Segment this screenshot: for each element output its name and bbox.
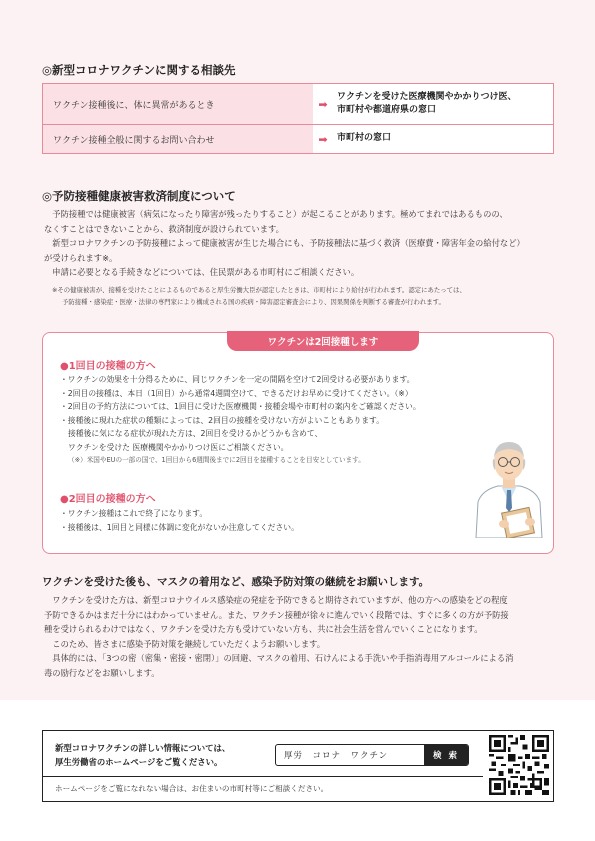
prevention-title: ワクチンを受けた後も、マスクの着用など、感染予防対策の継続をお願いします。 bbox=[42, 576, 430, 588]
list-item: ・ワクチン接種はこれで終了になります。 bbox=[60, 509, 208, 518]
relief-note-line: ※その健康被害が、接種を受けたことによるものであると厚生労働大臣が認定したときは、市町村により給付が行われます。認定にあたっては、 bbox=[52, 286, 466, 294]
info-note: ホームページをご覧になれない場合は、お住まいの市町村等にご相談ください。 bbox=[55, 784, 329, 793]
first-dose-list bbox=[60, 373, 490, 468]
list-item: ・接種後に現れた症状の種類によっては、2回目の接種を受けない方がよいこともあります。 bbox=[60, 415, 385, 425]
relief-body bbox=[44, 207, 556, 280]
list-item: ・接種後は、1回目と同様に体調に変化がないか注意してください。 bbox=[60, 522, 299, 532]
consult-title: ◎新型コロナワクチンに関する相談先 bbox=[42, 63, 236, 77]
relief-note bbox=[52, 285, 557, 308]
relief-title: ◎予防接種健康被害救済制度について bbox=[42, 189, 236, 203]
consult-table bbox=[42, 83, 554, 154]
prevention-line: ワクチンを受けた方は、新型コロナウイルス感染症の発症を予防できると期待されていますが、他の方への感染をどの程度 bbox=[44, 595, 508, 605]
search-input[interactable]: 厚労 コロナ ワクチン bbox=[284, 751, 389, 761]
prevention-line: 種を受けられるわけではなく、ワクチンを受けた方も受けていない方も、共に社会生活を営んでいくことになります。 bbox=[44, 624, 483, 635]
qr-code-icon[interactable] bbox=[489, 735, 549, 795]
search-button[interactable]: 検 索 bbox=[424, 745, 468, 765]
prevention-body bbox=[44, 593, 559, 681]
info-text bbox=[55, 741, 230, 769]
prevention-line: 毒の励行などをお願いします。 bbox=[44, 667, 160, 678]
list-item: ・2回目の予約方法については、1回目に受けた医療機関・接種会場や市町村の案内をご確認ください。 bbox=[60, 402, 421, 411]
list-item: ・ワクチンの効果を十分得るために、同じワクチンを一定の間隔を空けて2回受ける必要があります。 bbox=[60, 375, 415, 384]
divider bbox=[43, 776, 483, 777]
relief-line: 予防接種では健康被害（病気になったり障害が残ったりすること）が起こることがあります。極めてまれではあるものの、 bbox=[44, 209, 508, 219]
relief-line: 新型コロナワクチンの予防接種によって健康被害が生じた場合にも、予防接種法に基づく救済（医療費・障害年金の給付など） bbox=[44, 238, 525, 249]
two-dose-tab: ワクチンは2回接種します bbox=[227, 331, 419, 351]
consult-question: ワクチン接種全般に関するお問い合わせ bbox=[43, 125, 313, 153]
info-line: 新型コロナワクチンの詳しい情報については、 bbox=[55, 743, 231, 753]
consult-row bbox=[43, 124, 553, 153]
consult-question: ワクチン接種後に、体に異常があるとき bbox=[43, 84, 313, 124]
consult-answer bbox=[333, 84, 553, 124]
relief-note-line: 予防接種・感染症・医療・法律の専門家により構成される国の疾病・障害認定審査会により、因果関係を判断する審査が行われます。 bbox=[62, 297, 445, 306]
relief-line: が受けられます※。 bbox=[44, 252, 118, 263]
consult-answer-line: 市町村や都道府県の窓口 bbox=[337, 105, 437, 115]
relief-line: 申請に必要となる手続きなどについては、住民票がある市町村にご相談ください。 bbox=[44, 267, 360, 278]
list-item: ・2回目の接種は、本日（1回目）から通常4週間空けて、できるだけお早めに受けてください。（※） bbox=[60, 388, 413, 398]
info-line: 厚生労働省のホームページをご覧ください。 bbox=[55, 757, 223, 767]
second-dose-heading: ●2回目の接種の方へ bbox=[60, 494, 156, 505]
second-dose-list bbox=[60, 507, 490, 534]
prevention-line: 予防できるかはまだ十分にはわかっていません。また、ワクチン接種が徐々に進んでいく段階では、すぐに多くの方が予防接 bbox=[44, 609, 509, 620]
consult-answer-line: ワクチンを受けた医療機関やかかりつけ医、 bbox=[337, 91, 517, 102]
doctor-illustration-icon bbox=[468, 432, 550, 538]
info-box bbox=[42, 730, 554, 802]
list-item: ワクチンを受けた 医療機関やかかりつけ医にご相談ください。 bbox=[68, 442, 289, 452]
list-item: （※）米国やEUの一部の国で、1回目から6週間後までに2回目を接種することを目安としています。 bbox=[68, 456, 365, 464]
list-item: 接種後に気になる症状が現れた方は、2回目を受けるかどうかも含めて、 bbox=[68, 429, 323, 438]
search-box[interactable] bbox=[275, 744, 469, 766]
arrow-right-icon: ➡ bbox=[313, 84, 333, 124]
consult-row bbox=[43, 84, 553, 124]
relief-line: なくすことはできないことから、救済制度が設けられています。 bbox=[44, 223, 284, 234]
prevention-line: 具体的には、「3つの密（密集・密接・密閉）」の回避、マスクの着用、石けんによる手洗いや手指消毒用アルコールによる消 bbox=[44, 653, 514, 664]
prevention-line: このため、皆さまに感染予防対策を継続していただくようお願いします。 bbox=[44, 638, 326, 649]
arrow-right-icon: ➡ bbox=[313, 125, 333, 153]
first-dose-heading: ●1回目の接種の方へ bbox=[60, 361, 156, 372]
consult-answer: 市町村の窓口 bbox=[337, 133, 392, 144]
